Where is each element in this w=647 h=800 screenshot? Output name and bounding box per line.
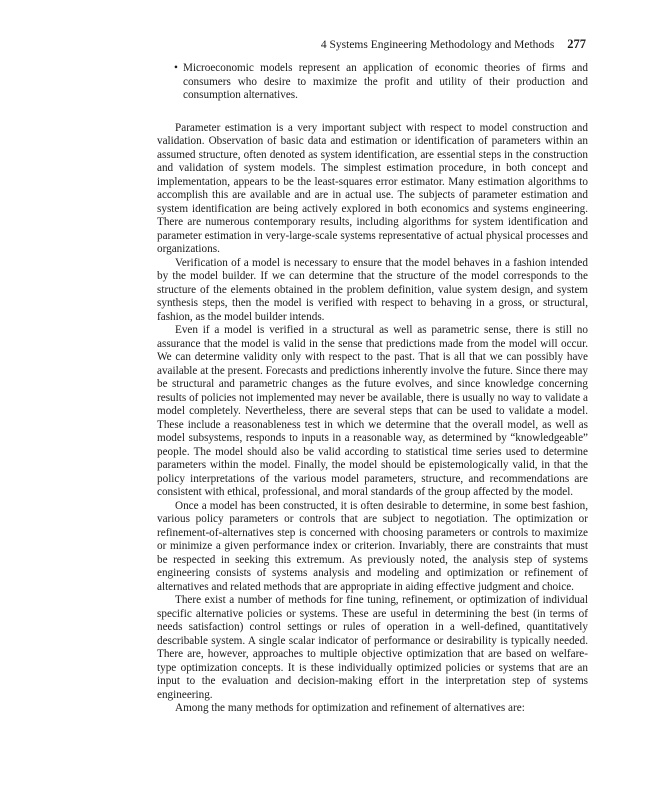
- bullet-marker: •: [174, 62, 178, 74]
- chapter-title: 4 Systems Engineering Methodology and Methods: [320, 39, 555, 51]
- paragraph-methods-intro: Among the many methods for optimization and refinement of alternatives are:: [175, 702, 525, 714]
- paragraph-verification: Verification of a model is necessary to ensure that the model behaves in a fashion intended by the model builder. If we can determine that the structure of the model corresponds to the structure of the elements obtained in the problem definition, value system design, and system synthesis steps, then the model is verified with respect to behaving in a gross, or structural, fashion, as the model builder intends.: [157, 256, 588, 323]
- paragraph-optimization: Once a model has been constructed, it is often desirable to determine, in some best fashion, various policy parameters or controls that are subject to negotiation. The optimization or refinement-of-alternatives step is concerned with choosing parameters or controls to maximize or minimize a given performance index or criterion. Invariably, there are constraints that must be respected in seeking this extremum. As previously noted, the analysis step of systems engineering consists of systems analysis and modeling and optimization or refinement of alternatives and related methods that are appropriate in aiding effective judgment and choice.: [157, 499, 588, 593]
- paragraph-parameter-estimation: Parameter estimation is a very important subject with respect to model construction and validation. Observation of basic data and estimation or identification of parameters within an assumed structure, often denoted as system identification, are essential steps in the construction and validation of system models. The simplest estimation procedure, in both concept and implementation, appears to be the least-squares error estimator. Many estimation algorithms to accomplish this are available and are in actual use. The subjects of parameter estimation and system identification are being actively explored in both economics and systems engineering. There are numerous contemporary results, including algorithms for system identification and parameter estimation in very-large-scale systems representative of actual physical processes and organizations.: [157, 121, 588, 255]
- bullet-item: [157, 62, 588, 103]
- paragraph-refinement-methods: There exist a number of methods for fine tuning, refinement, or optimization of individual specific alternative policies or systems. These are useful in determining the best (in terms of needs satisfaction) control settings or rules of operation in a well-defined, quantitatively describable system. A single scalar indicator of performance or desirability is typically needed. There are, however, approaches to multiple objective optimization that are based on welfare-type optimization concepts. It is these individually optimized policies or systems that are an input to the evaluation and decision-making effort in the interpretation step of systems engineering.: [157, 594, 588, 701]
- running-header: [321, 37, 586, 52]
- page-number: 277: [567, 37, 586, 51]
- body-text: [157, 62, 588, 716]
- paragraph-validation: Even if a model is verified in a structural as well as parametric sense, there is still no assurance that the model is valid in the sense that predictions made from the model will occur. We can determine validity only with respect to the past. That is all that we can possibly have available at the present. Forecasts and predictions inherently involve the future. Since there may be structural and parametric changes as the future evolves, and since knowledge concerning results of policies not implemented may never be available, there is usually no way to validate a model completely. Nevertheless, there are several steps that can be used to validate a model. These include a reasonableness test in which we determine that the overall model, as well as model subsystems, responds to inputs in a reasonable way, as determined by “knowledgeable” people. The model should also be valid according to statistical time series used to determine parameters within the model. Finally, the model should be epistemologically valid, in that the policy interpretations of the various model parameters, structure, and recommendations are consistent with ethical, professional, and moral standards of the group affected by the model.: [157, 324, 588, 498]
- bullet-text: Microeconomic models represent an application of economic theories of firms and consumers who desire to maximize the profit and utility of their production and consumption alternatives.: [183, 62, 588, 101]
